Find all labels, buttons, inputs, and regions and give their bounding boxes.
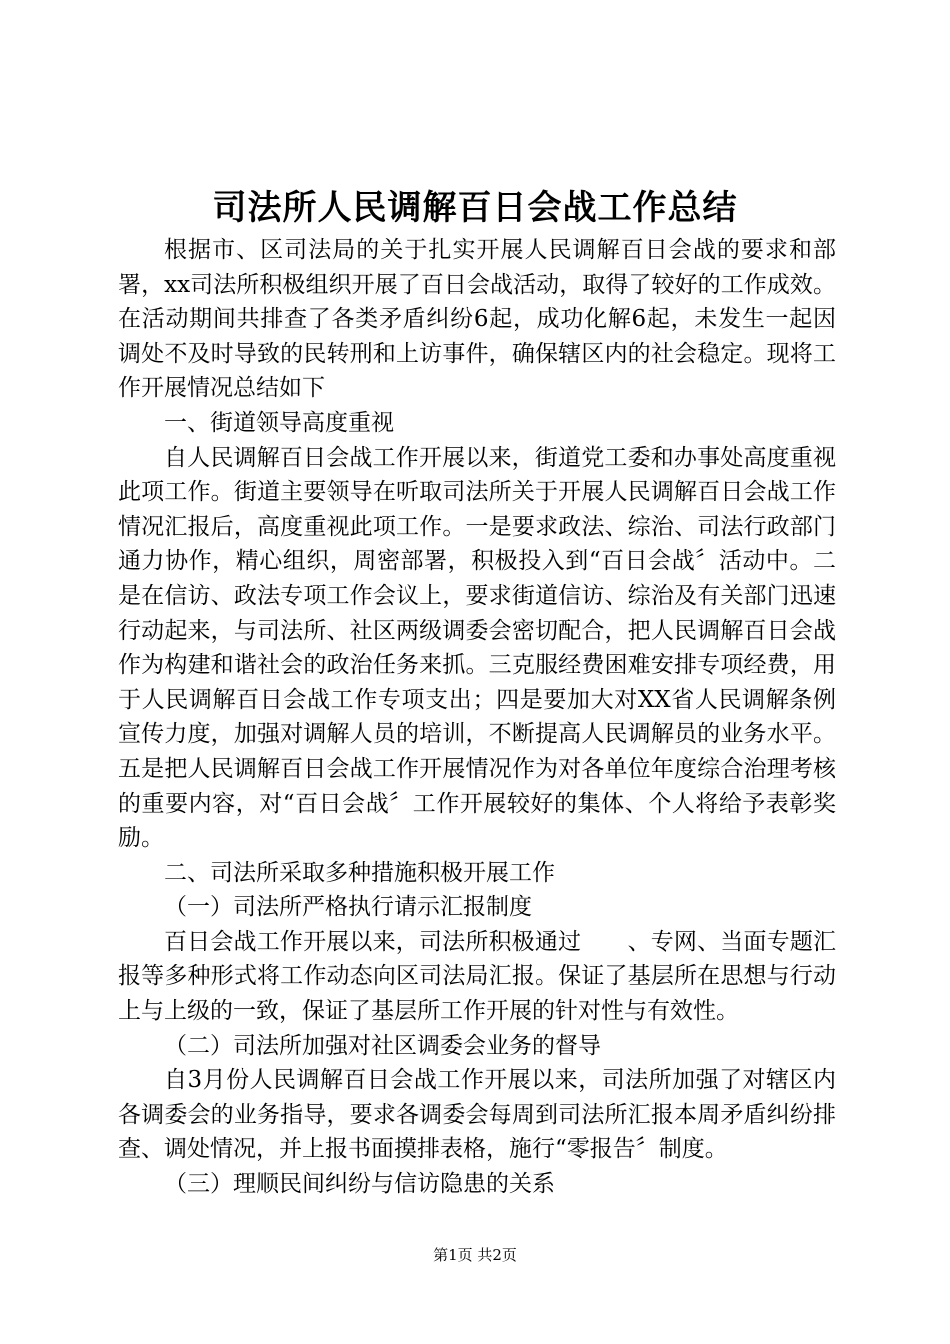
document-title: 司法所人民调解百日会战工作总结 xyxy=(212,188,738,228)
section-heading-1: 一、街道领导高度重视 xyxy=(164,409,394,436)
subsection-1-paragraph: 百日会战工作开展以来，司法所积极通过 、专网、当面专题汇报等多种形式将工作动态向区司法局汇报。保证了基层所在思想与行动上与上级的一致，保证了基层所工作开展的针对性与有效性。 xyxy=(118,928,836,1025)
document-body xyxy=(118,233,836,1202)
page-footer: 第1页 共2页 xyxy=(433,1246,517,1264)
section-heading-2: 二、司法所采取多种措施积极开展工作 xyxy=(164,859,555,886)
subsection-2-paragraph: 自3月份人民调解百日会战工作开展以来，司法所加强了对辖区内各调委会的业务指导，要求各调委会每周到司法所汇报本周矛盾纠纷排查、调处情况，并上报书面摸排表格，施行“零报告〞制度。 xyxy=(118,1067,836,1163)
subsection-heading-2: （二）司法所加强对社区调委会业务的督导 xyxy=(164,1032,601,1059)
subsection-heading-1: （一）司法所严格执行请示汇报制度 xyxy=(164,894,532,921)
section-1-paragraph: 自人民调解百日会战工作开展以来，街道党工委和办事处高度重视此项工作。街道主要领导在听取司法所关于开展人民调解百日会战工作情况汇报后，高度重视此项工作。一是要求政法、综治、司法行政部门通力协作，精心组织，周密部署，积极投入到“百日会战〞活动中。二是在信访、政法专项工作会议上，要求街道信访、综治及有关部门迅速行动起来，与司法所、社区两级调委会密切配合，把人民调解百日会战作为构建和谐社会的政治任务来抓。三克服经费困难安排专项经费，用于人民调解百日会战工作专项支出；四是要加大对XX省人民调解条例宣传力度，加强对调解人员的培训，不断提高人民调解员的业务水平。五是把人民调解百日会战工作开展情况作为对各单位年度综合治理考核的重要内容，对“百日会战〞工作开展较好的集体、个人将给予表彰奖励。 xyxy=(118,444,836,852)
subsection-heading-3: （三）理顺民间纠纷与信访隐患的关系 xyxy=(164,1171,555,1198)
intro-paragraph: 根据市、区司法局的关于扎实开展人民调解百日会战的要求和部署，xx司法所积极组织开展了百日会战活动，取得了较好的工作成效。在活动期间共排查了各类矛盾纠纷6起，成功化解6起，未发生一起因调处不及时导致的民转刑和上访事件，确保辖区内的社会稳定。现将工作开展情况总结如下 xyxy=(118,237,836,402)
